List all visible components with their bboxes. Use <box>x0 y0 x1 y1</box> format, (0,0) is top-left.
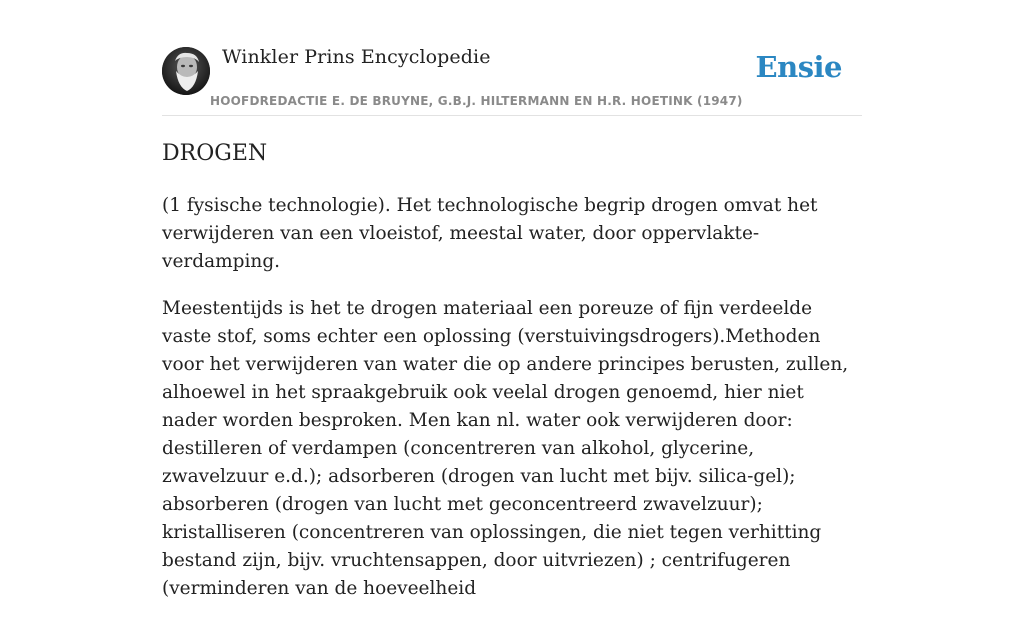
brand-logo[interactable]: Ensie <box>755 50 842 84</box>
article-paragraph: Meestentijds is het te drogen materiaal een poreuze of fijn verdeelde vaste stof, soms echter een oplossing (verstuivingsdrogers).Methoden voor het verwijderen van water die op andere principes berusten, zullen, alhoewel in het spraakgebruik ook veelal drogen genoemd, hier niet nader worden besproken. Men kan nl. water ook verwijderen door: destilleren of verdampen (concentreren van alkohol, glycerine, zwavelzuur e.d.); adsorberen (drogen van lucht met bijv. silica-gel); absorberen (drogen van lucht met geconcentreerd zwavelzuur); kristalliseren (concentreren van oplossingen, die niet tegen verhitting bestand zijn, bijv. vruchtensappen, door uitvriezen) ; centrifugeren (verminderen van de hoeveelheid <box>162 298 849 599</box>
editors-subtitle: HOOFDREDACTIE E. DE BRUYNE, G.B.J. HILTERMANN EN H.R. HOETINK (1947) <box>210 94 743 108</box>
article-title: DROGEN <box>162 141 268 166</box>
page <box>162 0 862 599</box>
portrait-image <box>162 47 210 95</box>
site-title[interactable]: Winkler Prins Encyclopedie <box>222 46 491 68</box>
author-avatar[interactable] <box>162 47 210 95</box>
article-body <box>162 192 862 622</box>
site-header <box>162 0 862 116</box>
article-paragraph: (1 fysische technologie). Het technologische begrip drogen omvat het verwijderen van een vloeistof, meestal water, door oppervlakte-verdamping. <box>162 195 818 272</box>
